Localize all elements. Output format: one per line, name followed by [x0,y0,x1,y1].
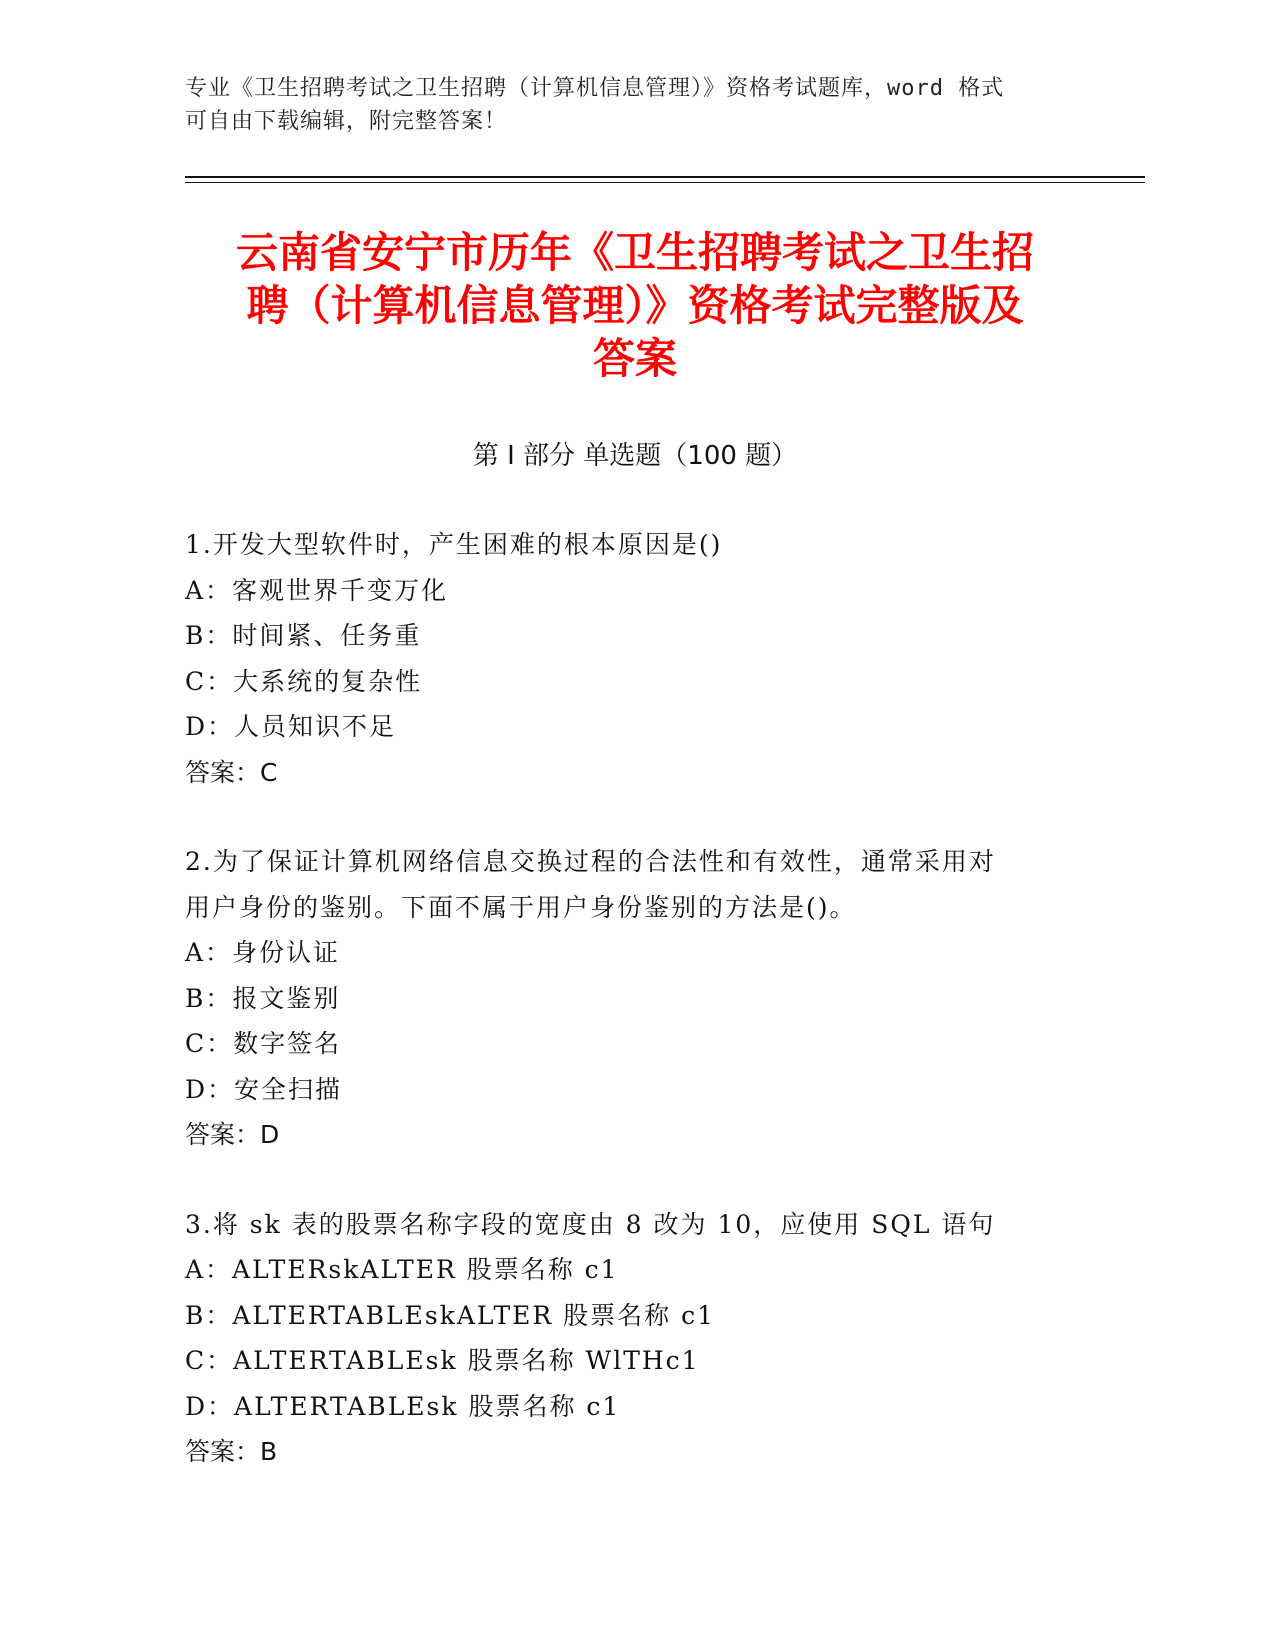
option-b: B：报文鉴别 [185,983,341,1013]
document-title [185,226,1085,385]
option-b: B：ALTERTABLEskALTER 股票名称 c1 [185,1300,716,1330]
header-note-line-1: 专业《卫生招聘考试之卫生招聘（计算机信息管理）》资格考试题库，word 格式 [185,76,1005,101]
option-a: A：ALTERskALTER 股票名称 c1 [185,1255,619,1284]
question-stem-continued: 用户身份的鉴别。下面不属于用户身份鉴别的方法是()。 [185,892,857,922]
question-stem: 1.开发大型软件时，产生困难的根本原因是() [185,530,723,559]
answer: 答案：D [185,1120,280,1149]
question-1 [185,522,1065,795]
option-d: D：ALTERTABLEsk 股票名称 c1 [185,1391,621,1421]
document-title-line-1: 云南省安宁市历年《卫生招聘考试之卫生招 [235,228,1034,277]
option-b: B：时间紧、任务重 [185,621,422,650]
question-list [185,522,1065,1519]
question-3 [185,1202,1065,1475]
option-c: C：大系统的复杂性 [185,666,423,696]
document-title-line-3: 答案 [592,334,677,383]
answer: 答案：C [185,757,278,787]
option-c: C：ALTERTABLEsk 股票名称 WlTHc1 [185,1346,700,1375]
option-d: D：人员知识不足 [185,712,397,741]
option-d: D：安全扫描 [185,1074,343,1104]
question-2 [185,839,1065,1158]
question-stem: 3.将 sk 表的股票名称字段的宽度由 8 改为 10，应使用 SQL 语句 [185,1209,996,1239]
header-divider-thick [185,176,1145,178]
option-c: C：数字签名 [185,1029,342,1058]
header-divider-thin [185,182,1145,183]
option-a: A：客观世界千变万化 [185,575,449,605]
section-title: 第 I 部分 单选题（100 题） [472,441,798,471]
document-title-line-2: 聘（计算机信息管理）》资格考试完整版及 [246,281,1024,330]
header-note [185,72,1065,138]
answer: 答案：B [185,1437,278,1466]
option-a: A：身份认证 [185,938,341,967]
question-stem: 2.为了保证计算机网络信息交换过程的合法性和有效性，通常采用对 [185,847,996,876]
header-note-line-2: 可自由下载编辑，附完整答案！ [185,109,508,134]
